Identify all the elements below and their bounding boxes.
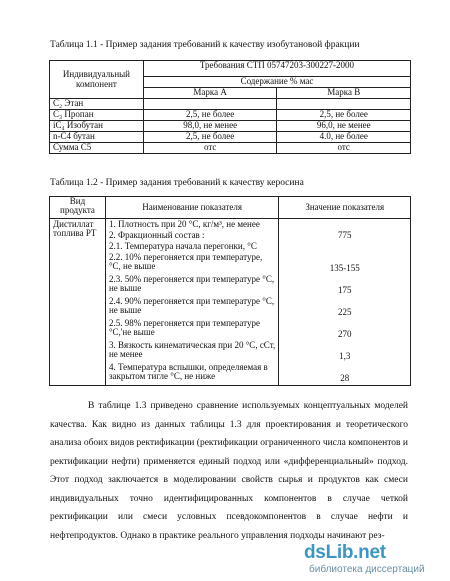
brand-b-value: 2,5, не более <box>277 110 411 121</box>
indicator-label: 2.5. 98% перегоняется при температуре °С,'не выше <box>108 318 260 338</box>
table1-header-component: Индивидуальный компонент <box>50 61 144 99</box>
indicator-label: 2.3. 50% перегоняется при температуре °С, не выше <box>108 274 275 294</box>
table1-header-row <box>50 61 411 77</box>
brand-a-value: отс <box>143 143 277 154</box>
component-name: Сумма C5 <box>50 143 144 154</box>
table1 <box>49 60 411 154</box>
brand-b-value: 96,0, не менее <box>277 121 411 132</box>
brand-b-value: отс <box>277 143 411 154</box>
table2-header-indicator: Наименование показателя <box>105 197 278 219</box>
component-name: C₂ Этан <box>50 99 144 110</box>
table-row <box>50 110 411 121</box>
paragraph: В таблице 1.3 приведено сравнение используемых концептуальных моделей качества. Как видно из данных таблицы 1.3 для проектирования и теоретического анализа обоих видов ректификации (ректификации ограниченного числа компонентов и ректификации нефти) применяется единый подход или «дифференциальный» подход. Этот подход заключается в моделировании свойств сырья и продуктов как смеси индивидуальных точно идентифицированных компонентов в случае четкой ректификации или смеси условных псевдокомпонентов в случае нефти и нефтепродуктов. Однако в практике реального управления подходы начинают рез- <box>50 401 408 541</box>
indicator-value <box>282 242 407 253</box>
table1-header-brand-b: Марка В <box>277 88 411 99</box>
table2-header-value: Значение показателя <box>279 197 411 219</box>
component-name: C₃ Пропан <box>50 110 144 121</box>
table1-header-requirements: Требования СТП 05747203-300227-2000 <box>143 61 410 77</box>
table1-header-content: Содержание % мас <box>143 77 410 88</box>
dslib-watermark[interactable] <box>304 540 446 578</box>
indicator-label: 2.2. 10% перегоняется при температуре, °С, не выше <box>108 252 263 272</box>
indicator-label: 2.1. Температура начала перегонки, °С <box>108 241 257 251</box>
body-text <box>50 397 408 545</box>
brand-b-value <box>277 99 411 110</box>
indicator-label: 2. Фракционный состав : <box>108 230 205 240</box>
brand-b-value: 4.0, не более <box>277 132 411 143</box>
brand-a-value: 98,0, не менее <box>143 121 277 132</box>
table-row <box>50 219 411 386</box>
product-name: Дистиллат топлива РТ <box>50 219 106 386</box>
table-row <box>50 143 411 154</box>
indicator-label: 3. Вязкость кинематическая при 20 °С, сСт, не менее <box>108 340 276 360</box>
value-list <box>279 219 411 386</box>
indicator-value: 225 <box>337 307 352 317</box>
brand-a-value: 2,5, не более <box>143 132 277 143</box>
indicator-label: 2.4. 90% перегоняется при температуре °С, не выше <box>108 296 275 316</box>
indicator-value: 175 <box>337 285 352 295</box>
indicator-value: 28 <box>340 373 350 383</box>
brand-a-value <box>143 99 277 110</box>
brand-a-value: 2,5, не более <box>143 110 277 121</box>
table-row <box>50 99 411 110</box>
indicator-value: 1,3 <box>339 351 351 361</box>
indicator-value: 135-155 <box>329 263 360 273</box>
table1-header-brand-a: Марка А <box>143 88 277 99</box>
table-row <box>50 121 411 132</box>
indicator-value: 270 <box>337 329 352 339</box>
table2-header-row <box>50 197 411 219</box>
indicator-list <box>105 219 278 386</box>
indicator-label: 4. Температура вспышки, определяемая в закрытом тигле °С, не ниже <box>108 362 268 382</box>
table-row <box>50 132 411 143</box>
table1-caption: Таблица 1.1 - Пример задания требований к качеству изобутановой фракции <box>50 40 360 50</box>
indicator-label: 1. Плотность при 20 °С, кг/м³, не менее <box>108 219 260 229</box>
table2 <box>49 196 411 386</box>
table2-header-product: Вид продукта <box>50 197 106 219</box>
table2-caption: Таблица 1.2 - Пример задания требований к качеству керосина <box>50 178 304 188</box>
dslib-subtitle: библиотека диссертаций <box>309 564 425 575</box>
component-name: n-C4 бутан <box>50 132 144 143</box>
component-name: iC₄ Изобутан <box>50 121 144 132</box>
dslib-logo: dsLib.net <box>304 542 386 563</box>
indicator-value: 775 <box>337 230 352 240</box>
